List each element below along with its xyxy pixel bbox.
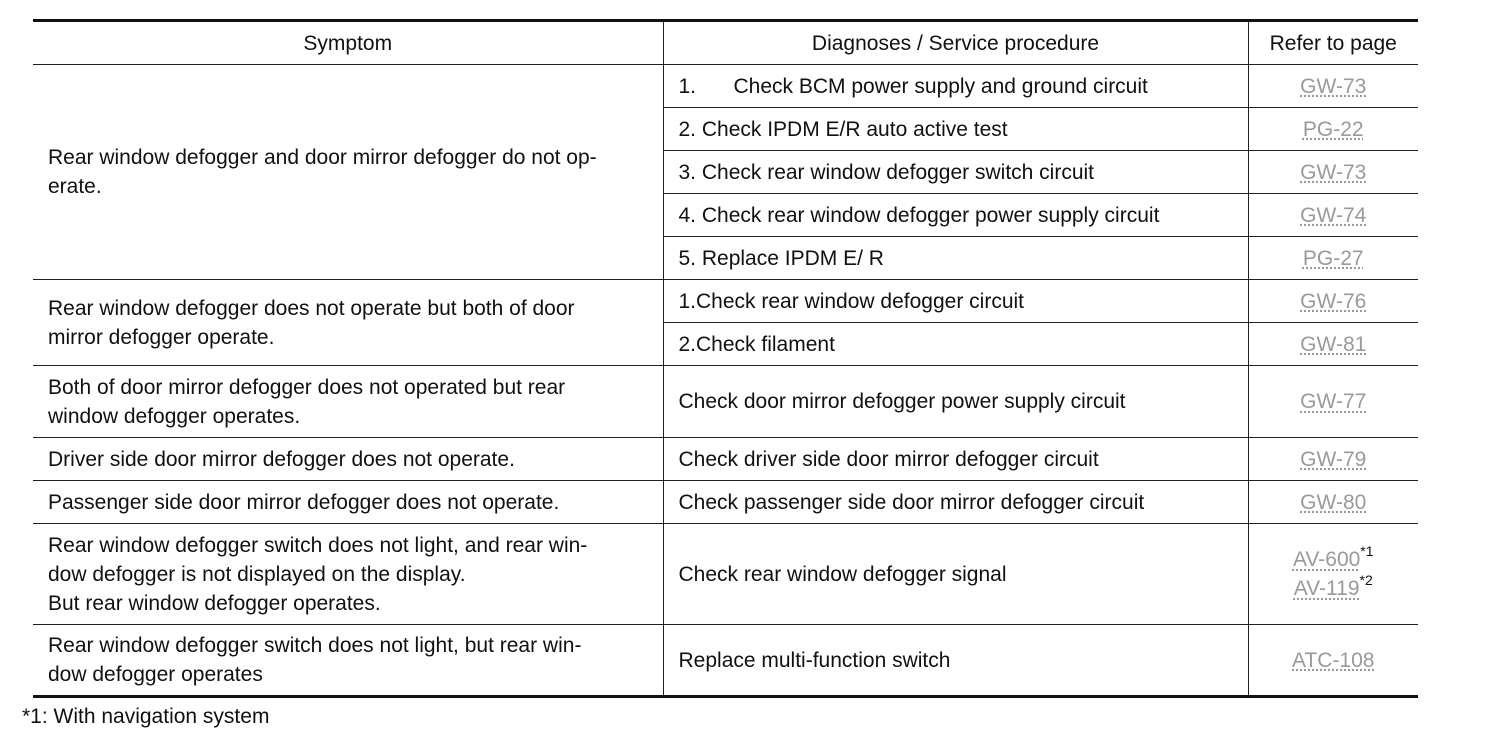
header-row [33, 21, 1418, 65]
ref-cell [1248, 438, 1418, 481]
symptom-cell: Driver side door mirror defogger does not operate. [33, 438, 663, 481]
footnote: *1: With navigation system [22, 705, 270, 728]
ref-cell [1248, 323, 1418, 366]
symptom-text: erate. [48, 175, 102, 198]
procedure-cell: Check rear window defogger signal [663, 524, 1248, 625]
symptom-cell [33, 524, 663, 625]
ref-link[interactable]: PG-22 [1302, 117, 1364, 141]
ref-cell [1248, 625, 1418, 697]
ref-link[interactable]: GW-73 [1300, 74, 1367, 98]
symptom-cell [33, 65, 663, 280]
procedure-text: Check BCM power supply and ground circuit [733, 74, 1148, 98]
symptom-text: Rear window defogger switch does not light, and rear win- [48, 533, 588, 557]
ref-link[interactable]: GW-77 [1300, 390, 1367, 413]
ref-link[interactable]: GW-74 [1300, 203, 1367, 227]
procedure-cell: 4. Check rear window defogger power supply circuit [663, 194, 1248, 237]
procedure-cell: Check door mirror defogger power supply circuit [663, 366, 1248, 438]
ref-link[interactable]: GW-80 [1300, 490, 1367, 514]
ref-cell [1248, 65, 1418, 108]
symptom-text: Rear window defogger does not operate but both of door [48, 296, 575, 320]
footnote-marker: *1 [1360, 543, 1374, 559]
procedure-cell: Replace multi-function switch [663, 625, 1248, 697]
procedure-cell: 5. Replace IPDM E/ R [663, 237, 1248, 280]
procedure-cell: 2. Check IPDM E/R auto active test [663, 108, 1248, 151]
ref-link[interactable]: ATC-108 [1292, 648, 1375, 672]
ref-link[interactable]: AV-600 [1292, 548, 1361, 571]
ref-link[interactable]: GW-76 [1300, 289, 1367, 313]
procedure-cell: 1.Check rear window defogger circuit [663, 280, 1248, 323]
symptom-text: dow defogger operates [48, 663, 263, 686]
step-number: 1. [678, 74, 697, 98]
ref-cell [1248, 194, 1418, 237]
table-row [33, 625, 1418, 697]
diagnoses-header: Diagnoses / Service procedure [663, 21, 1248, 65]
ref-link[interactable]: PG-27 [1302, 246, 1364, 270]
procedure-cell: Check driver side door mirror defogger circuit [663, 438, 1248, 481]
ref-link[interactable]: GW-81 [1300, 332, 1367, 356]
symptom-cell [33, 280, 663, 366]
symptom-cell: Passenger side door mirror defogger does not operate. [33, 481, 663, 524]
footnote-marker: *2 [1359, 572, 1373, 588]
symptom-table [33, 19, 1418, 698]
table-row [33, 280, 1418, 323]
symptom-cell [33, 366, 663, 438]
symptom-text: dow defogger is not displayed on the display. [48, 562, 466, 586]
ref-cell [1248, 366, 1418, 438]
ref-link[interactable]: GW-73 [1300, 160, 1367, 184]
ref-link[interactable]: AV-119 [1293, 577, 1360, 600]
refer-header: Refer to page [1248, 21, 1418, 65]
table-row [33, 366, 1418, 438]
symptom-text: Rear window defogger and door mirror defogger do not op- [48, 146, 597, 169]
table-row [33, 65, 1418, 108]
symptom-header: Symptom [33, 21, 663, 65]
table-row [33, 481, 1418, 524]
procedure-cell: 2.Check filament [663, 323, 1248, 366]
ref-cell [1248, 524, 1418, 625]
ref-cell [1248, 237, 1418, 280]
symptom-text: window defogger operates. [48, 404, 301, 428]
procedure-cell [663, 65, 1248, 108]
ref-cell [1248, 280, 1418, 323]
symptom-text: But rear window defogger operates. [48, 591, 381, 615]
table-row [33, 438, 1418, 481]
ref-link[interactable]: GW-79 [1300, 447, 1367, 471]
symptom-cell [33, 625, 663, 697]
ref-cell [1248, 151, 1418, 194]
symptom-text: Rear window defogger switch does not light, but rear win- [48, 634, 582, 657]
table-row [33, 524, 1418, 625]
ref-cell [1248, 108, 1418, 151]
symptom-text: mirror defogger operate. [48, 325, 275, 349]
procedure-cell: 3. Check rear window defogger switch circuit [663, 151, 1248, 194]
procedure-cell: Check passenger side door mirror defogger circuit [663, 481, 1248, 524]
ref-cell [1248, 481, 1418, 524]
symptom-text: Both of door mirror defogger does not operated but rear [48, 375, 566, 399]
